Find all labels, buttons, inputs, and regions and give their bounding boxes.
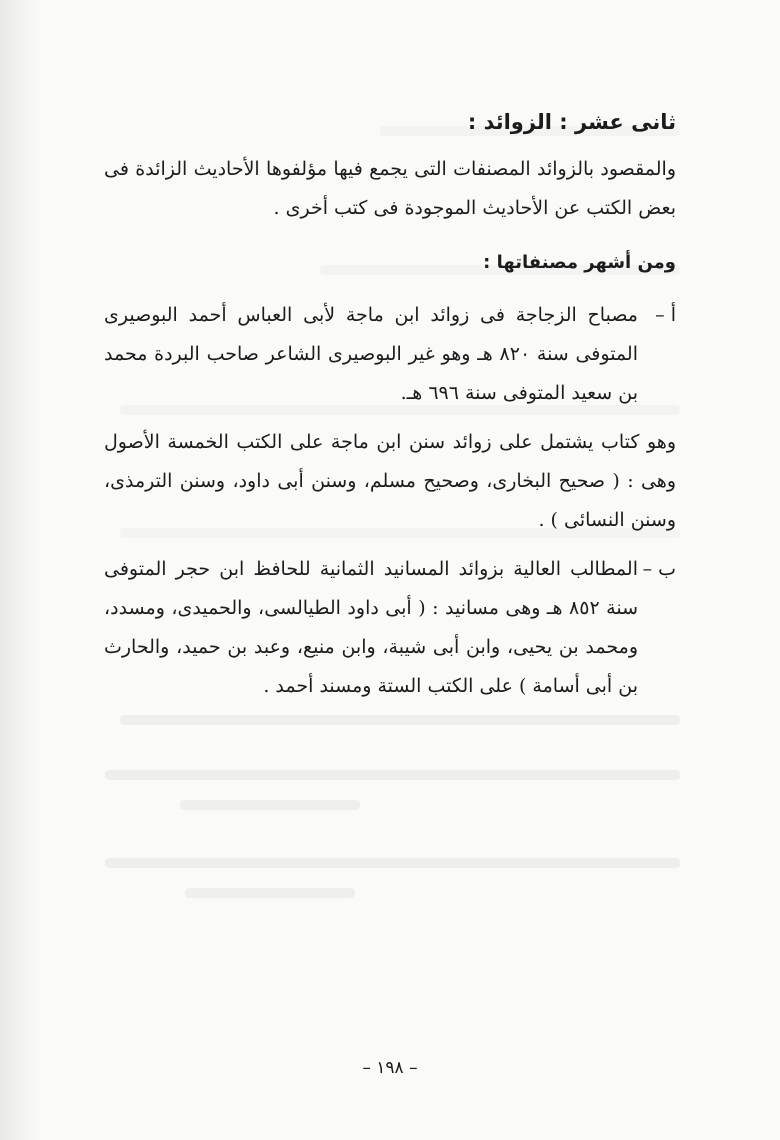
- middle-paragraph: وهو كتاب يشتمل على زوائد سنن ابن ماجة على الكتب الخمسة الأصول وهى : ( صحيح البخارى، وصحيح مسلم، وسنن أبى داود، وسنن الترمذى، وسنن النسائى ) .: [104, 431, 676, 531]
- page-number: – ١٩٨ –: [362, 1058, 418, 1078]
- list-item: [104, 550, 676, 706]
- bleed-through: [105, 858, 680, 868]
- list-item-text: المطالب العالية بزوائد المسانيد الثمانية للحافظ ابن حجر المتوفى سنة ٨٥٢ هـ وهى مسانيد : ( أبى داود الطيالسى، والحميدى، ومسدد، ومحمد بن يحيى، وابن أبى شيبة، وابن منيع، وعبد بن حميد، والحارث بن أبى أسامة ) على الكتب الستة ومسند أحمد .: [104, 558, 638, 697]
- bleed-through: [105, 770, 680, 780]
- scan-shadow: [0, 0, 40, 1140]
- list-item: [104, 296, 676, 413]
- middle-paragraph-block: [104, 423, 676, 540]
- intro-paragraph-block: [104, 150, 676, 228]
- section-heading: ثانى عشر : الزوائد :: [467, 110, 676, 134]
- bleed-through: [180, 800, 360, 810]
- bleed-through: [185, 888, 355, 898]
- subsection-heading: ومن أشهر مصنفاتها :: [483, 252, 676, 273]
- list-marker: ب –: [642, 558, 676, 580]
- bleed-through: [120, 715, 680, 725]
- list-marker: أ –: [655, 304, 676, 326]
- intro-paragraph: والمقصود بالزوائد المصنفات التى يجمع فيها مؤلفوها الأحاديث الزائدة فى بعض الكتب عن الأحاديث الموجودة فى كتب أخرى .: [104, 158, 676, 219]
- list-item-text: مصباح الزجاجة فى زوائد ابن ماجة لأبى العباس أحمد البوصيرى المتوفى سنة ٨٢٠ هـ وهو غير البوصيرى الشاعر صاحب البردة محمد بن سعيد المتوفى سنة ٦٩٦ هـ.: [104, 304, 638, 404]
